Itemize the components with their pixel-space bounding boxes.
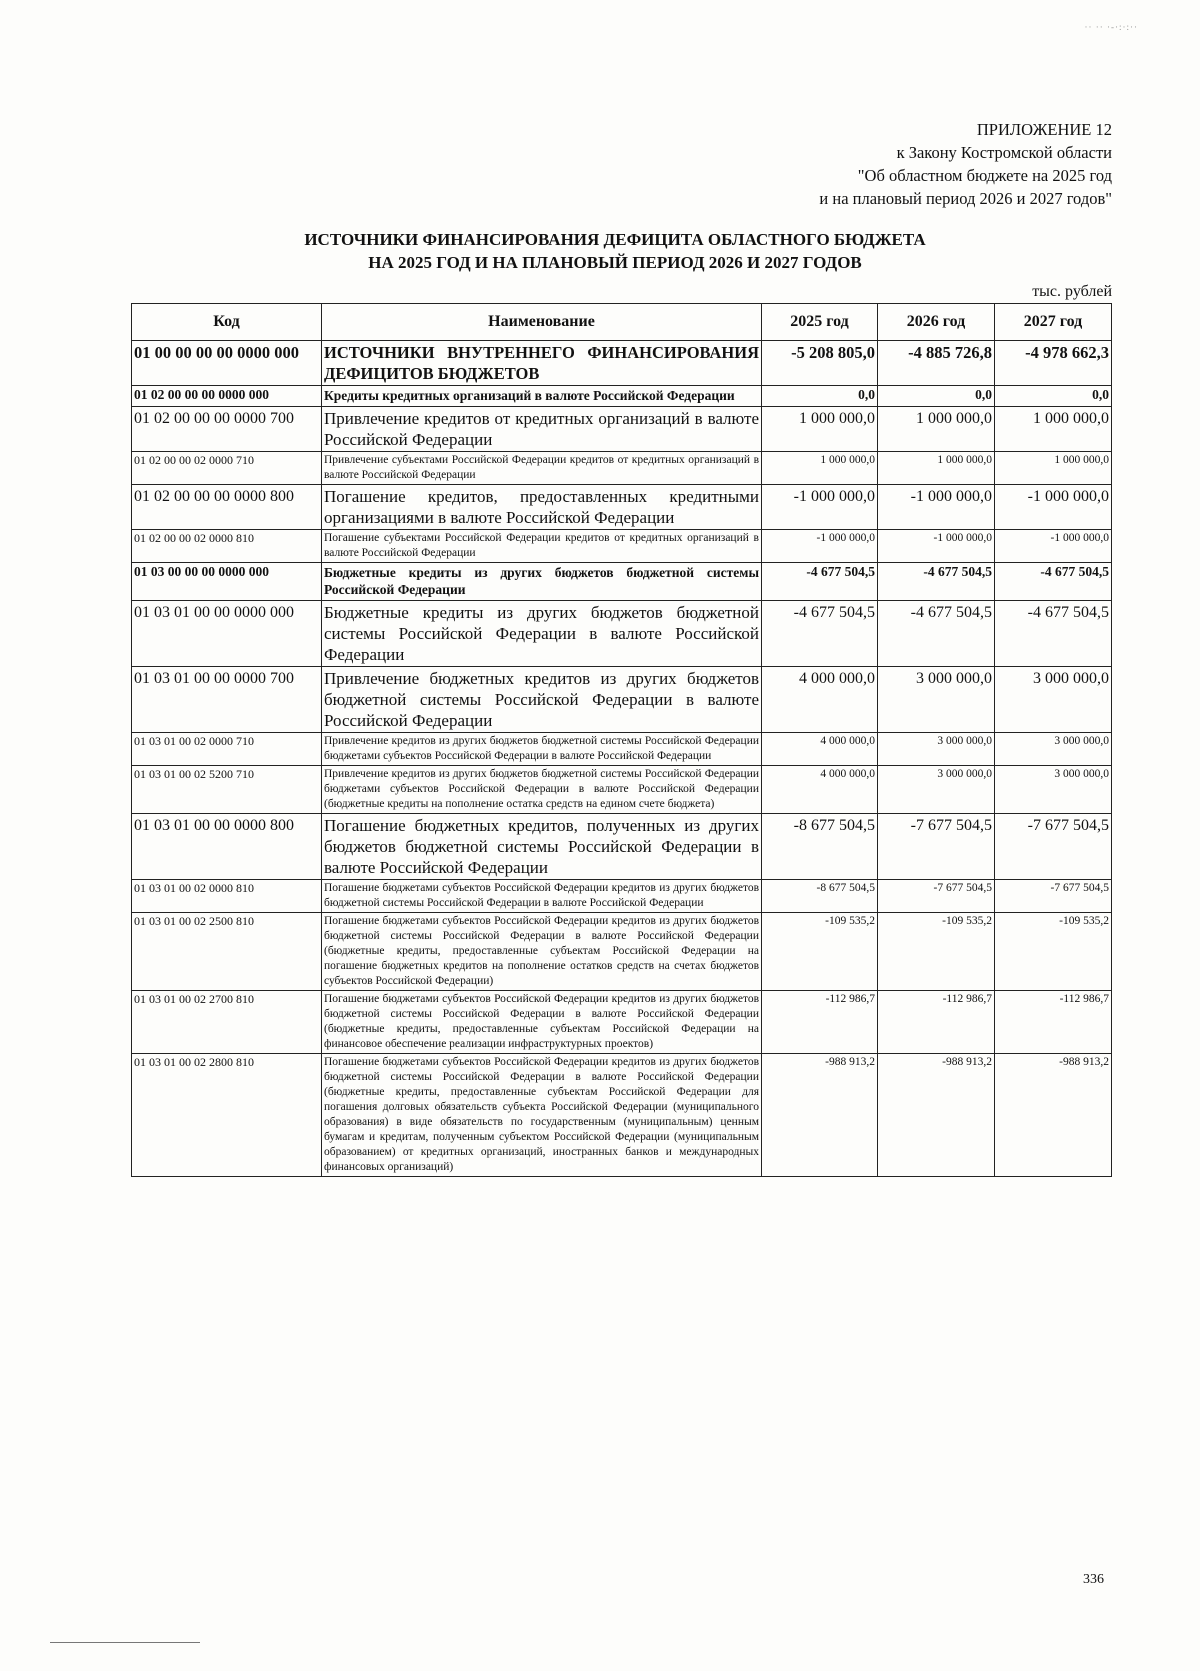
value-2026-cell: -4 885 726,8 <box>878 341 995 386</box>
value-2027-cell: 3 000 000,0 <box>995 732 1112 765</box>
appendix-line: ПРИЛОЖЕНИЕ 12 <box>976 120 1112 139</box>
name-cell: Погашение бюджетами субъектов Российской Федерации кредитов из других бюджетов бюджетной системы Российской Федерации в валюте Российской Федерации (бюджетные кредиты, предоставленные субъектам Российской Федерации для погашения долговых обязательств субъекта Российской Федерации (муниципального образования) в виде обязательств по государственным (муниципальным) ценным бумагам и кредитам, полученным субъектом Российской Федерации (муниципальным образованием) от кредитных организаций, иностранных банков и международных финансовых организаций) <box>322 1053 762 1176</box>
value-2027-cell: -4 677 504,5 <box>995 562 1112 600</box>
value-2027-cell: 1 000 000,0 <box>995 406 1112 451</box>
name-cell: Погашение бюджетами субъектов Российской Федерации кредитов из других бюджетов бюджетной системы Российской Федерации в валюте Российской Федерации <box>322 879 762 912</box>
value-2025-cell: -1 000 000,0 <box>762 529 878 562</box>
appendix-header <box>592 118 1112 210</box>
value-2027-cell: 0,0 <box>995 386 1112 407</box>
name-cell: Бюджетные кредиты из других бюджетов бюджетной системы Российской Федерации <box>322 562 762 600</box>
value-2025-cell: -4 677 504,5 <box>762 600 878 666</box>
value-2026-cell: -1 000 000,0 <box>878 529 995 562</box>
column-header-2027: 2027 год <box>995 304 1112 341</box>
code-cell: 01 02 00 00 00 0000 700 <box>132 406 322 451</box>
page-number: 336 <box>1083 1572 1104 1587</box>
code-cell: 01 02 00 00 02 0000 710 <box>132 451 322 484</box>
scan-mark: ·· ·· ·-·:·:·· <box>1084 22 1138 32</box>
column-header-2025: 2025 год <box>762 304 878 341</box>
value-2027-cell: 1 000 000,0 <box>995 451 1112 484</box>
value-2027-cell: 3 000 000,0 <box>995 666 1112 732</box>
table-row <box>132 386 1112 407</box>
name-cell: Привлечение субъектами Российской Федерации кредитов от кредитных организаций в валюте Российской Федерации <box>322 451 762 484</box>
value-2025-cell: -988 913,2 <box>762 1053 878 1176</box>
table-row <box>132 912 1112 990</box>
name-cell: ИСТОЧНИКИ ВНУТРЕННЕГО ФИНАНСИРОВАНИЯ ДЕФИЦИТОВ БЮДЖЕТОВ <box>322 341 762 386</box>
code-cell: 01 02 00 00 02 0000 810 <box>132 529 322 562</box>
value-2025-cell: -8 677 504,5 <box>762 813 878 879</box>
value-2026-cell: 3 000 000,0 <box>878 732 995 765</box>
table-row <box>132 813 1112 879</box>
value-2025-cell: 0,0 <box>762 386 878 407</box>
value-2026-cell: -4 677 504,5 <box>878 562 995 600</box>
code-cell: 01 00 00 00 00 0000 000 <box>132 341 322 386</box>
name-cell: Привлечение кредитов из других бюджетов бюджетной системы Российской Федерации бюджетами субъектов Российской Федерации в валюте Российской Федерации (бюджетные кредиты на пополнение остатка средств на едином счете бюджета) <box>322 765 762 813</box>
name-cell: Погашение кредитов, предоставленных кредитными организациями в валюте Российской Федерации <box>322 484 762 529</box>
column-header-2026: 2026 год <box>878 304 995 341</box>
appendix-line: и на плановый период 2026 и 2027 годов" <box>819 189 1112 208</box>
table-row <box>132 1053 1112 1176</box>
value-2025-cell: 4 000 000,0 <box>762 666 878 732</box>
value-2027-cell: -4 677 504,5 <box>995 600 1112 666</box>
value-2026-cell: -112 986,7 <box>878 990 995 1053</box>
name-cell: Погашение бюджетами субъектов Российской Федерации кредитов из других бюджетов бюджетной системы Российской Федерации в валюте Российской Федерации (бюджетные кредиты, предоставленные субъектам Российской Федерации на финансовое обеспечение реализации инфраструктурных проектов) <box>322 990 762 1053</box>
value-2025-cell: -8 677 504,5 <box>762 879 878 912</box>
code-cell: 01 03 01 00 00 0000 800 <box>132 813 322 879</box>
value-2026-cell: -109 535,2 <box>878 912 995 990</box>
value-2027-cell: -988 913,2 <box>995 1053 1112 1176</box>
value-2026-cell: 3 000 000,0 <box>878 666 995 732</box>
table-row <box>132 341 1112 386</box>
name-cell: Кредиты кредитных организаций в валюте Российской Федерации <box>322 386 762 407</box>
code-cell: 01 03 00 00 00 0000 000 <box>132 562 322 600</box>
value-2025-cell: -4 677 504,5 <box>762 562 878 600</box>
name-cell: Привлечение кредитов из других бюджетов бюджетной системы Российской Федерации бюджетами субъектов Российской Федерации в валюте Российской Федерации <box>322 732 762 765</box>
footer-rule <box>50 1642 200 1643</box>
value-2026-cell: -1 000 000,0 <box>878 484 995 529</box>
table-row <box>132 600 1112 666</box>
table-row <box>132 732 1112 765</box>
code-cell: 01 02 00 00 00 0000 800 <box>132 484 322 529</box>
value-2025-cell: 4 000 000,0 <box>762 732 878 765</box>
name-cell: Погашение бюджетами субъектов Российской Федерации кредитов из других бюджетов бюджетной системы Российской Федерации в валюте Российской Федерации (бюджетные кредиты, предоставленные субъектам Российской Федерации на погашение бюджетных кредитов на пополнение остатков средств на счетах бюджетов субъектов Российской Федерации) <box>322 912 762 990</box>
value-2027-cell: -112 986,7 <box>995 990 1112 1053</box>
value-2025-cell: -109 535,2 <box>762 912 878 990</box>
value-2026-cell: -4 677 504,5 <box>878 600 995 666</box>
title-line: НА 2025 ГОД И НА ПЛАНОВЫЙ ПЕРИОД 2026 И 2027 ГОДОВ <box>368 253 862 272</box>
table-row <box>132 990 1112 1053</box>
name-cell: Погашение субъектами Российской Федерации кредитов от кредитных организаций в валюте Российской Федерации <box>322 529 762 562</box>
code-cell: 01 03 01 00 02 0000 810 <box>132 879 322 912</box>
column-header-code: Код <box>132 304 322 341</box>
title-line: ИСТОЧНИКИ ФИНАНСИРОВАНИЯ ДЕФИЦИТА ОБЛАСТНОГО БЮДЖЕТА <box>304 230 926 249</box>
name-cell: Бюджетные кредиты из других бюджетов бюджетной системы Российской Федерации в валюте Российской Федерации <box>322 600 762 666</box>
code-cell: 01 03 01 00 02 2700 810 <box>132 990 322 1053</box>
table-row <box>132 879 1112 912</box>
column-header-name: Наименование <box>322 304 762 341</box>
budget-sources-table <box>131 303 1112 1177</box>
value-2026-cell: 3 000 000,0 <box>878 765 995 813</box>
value-2026-cell: -7 677 504,5 <box>878 813 995 879</box>
name-cell: Погашение бюджетных кредитов, полученных из других бюджетов бюджетной системы Российской Федерации в валюте Российской Федерации <box>322 813 762 879</box>
name-cell: Привлечение кредитов от кредитных организаций в валюте Российской Федерации <box>322 406 762 451</box>
value-2027-cell: -1 000 000,0 <box>995 484 1112 529</box>
value-2025-cell: -5 208 805,0 <box>762 341 878 386</box>
value-2027-cell: 3 000 000,0 <box>995 765 1112 813</box>
value-2026-cell: -988 913,2 <box>878 1053 995 1176</box>
table-row <box>132 562 1112 600</box>
code-cell: 01 02 00 00 00 0000 000 <box>132 386 322 407</box>
table-header-row <box>132 304 1112 341</box>
table-row <box>132 529 1112 562</box>
name-cell: Привлечение бюджетных кредитов из других бюджетов бюджетной системы Российской Федерации в валюте Российской Федерации <box>322 666 762 732</box>
value-2026-cell: -7 677 504,5 <box>878 879 995 912</box>
table-row <box>132 406 1112 451</box>
value-2025-cell: 1 000 000,0 <box>762 451 878 484</box>
value-2027-cell: -1 000 000,0 <box>995 529 1112 562</box>
code-cell: 01 03 01 00 02 5200 710 <box>132 765 322 813</box>
appendix-line: "Об областном бюджете на 2025 год <box>857 166 1112 185</box>
table-row <box>132 765 1112 813</box>
code-cell: 01 03 01 00 00 0000 700 <box>132 666 322 732</box>
value-2025-cell: 4 000 000,0 <box>762 765 878 813</box>
appendix-line: к Закону Костромской области <box>896 143 1112 162</box>
table-row <box>132 666 1112 732</box>
value-2027-cell: -4 978 662,3 <box>995 341 1112 386</box>
table-body <box>132 341 1112 1177</box>
code-cell: 01 03 01 00 02 2800 810 <box>132 1053 322 1176</box>
code-cell: 01 03 01 00 02 0000 710 <box>132 732 322 765</box>
code-cell: 01 03 01 00 00 0000 000 <box>132 600 322 666</box>
value-2027-cell: -7 677 504,5 <box>995 879 1112 912</box>
value-2026-cell: 0,0 <box>878 386 995 407</box>
value-2027-cell: -7 677 504,5 <box>995 813 1112 879</box>
value-2026-cell: 1 000 000,0 <box>878 406 995 451</box>
value-2027-cell: -109 535,2 <box>995 912 1112 990</box>
document-title <box>190 228 1040 274</box>
value-2025-cell: -112 986,7 <box>762 990 878 1053</box>
code-cell: 01 03 01 00 02 2500 810 <box>132 912 322 990</box>
table-row <box>132 484 1112 529</box>
value-2025-cell: -1 000 000,0 <box>762 484 878 529</box>
table-row <box>132 451 1112 484</box>
value-2026-cell: 1 000 000,0 <box>878 451 995 484</box>
value-2025-cell: 1 000 000,0 <box>762 406 878 451</box>
units-label: тыс. рублей <box>1032 283 1112 300</box>
